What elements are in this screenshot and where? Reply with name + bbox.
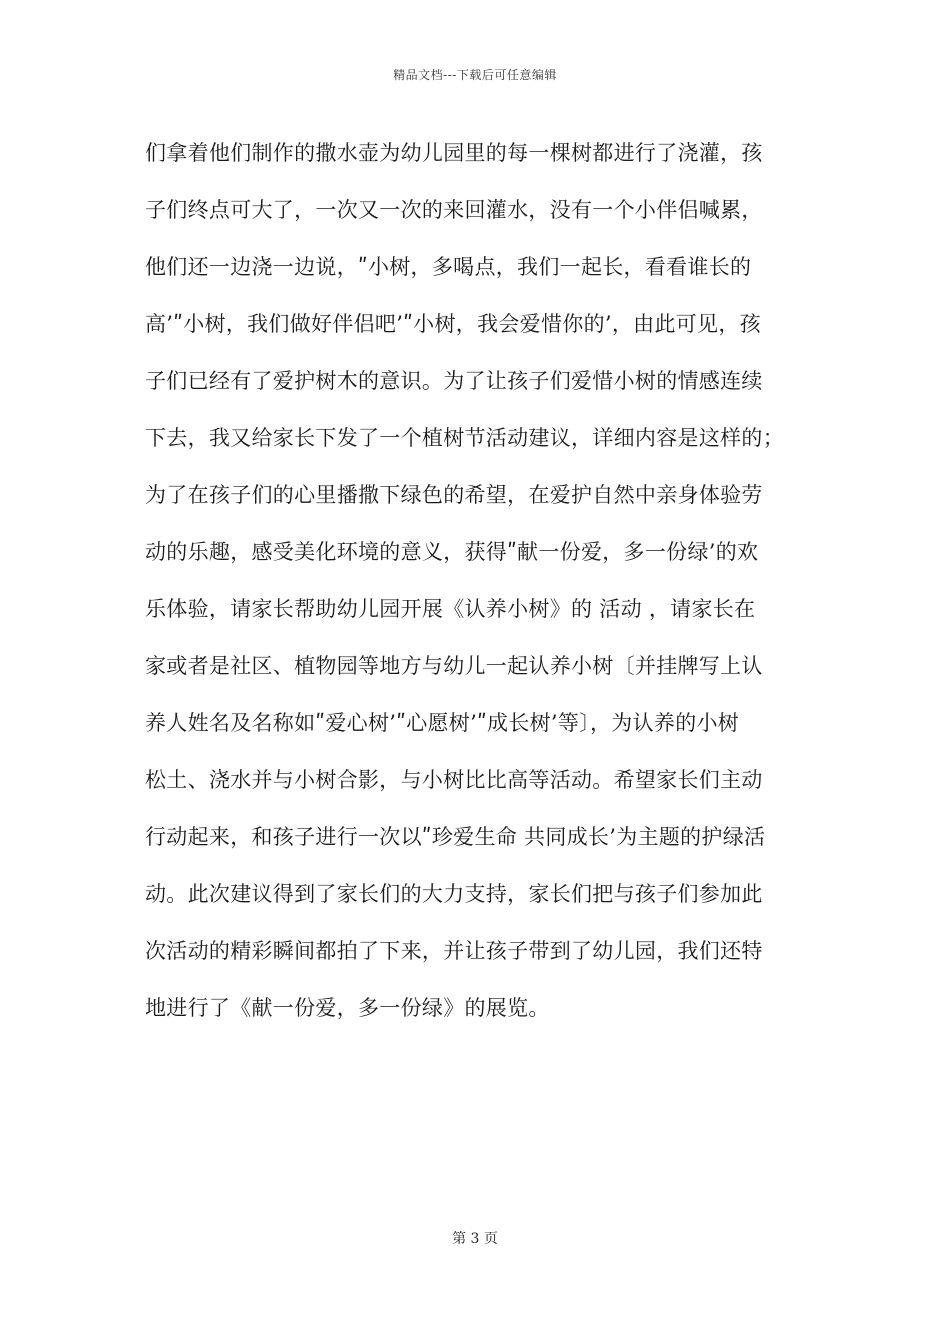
page-number: 第 3 页 (452, 1231, 498, 1247)
text-line: 家或者是社区、植物园等地方与幼儿一起认养小树〔并挂牌写上认 (145, 654, 763, 678)
text-line: 子们已经有了爱护树木的意识。为了让孩子们爱惜小树的情感连续 (145, 369, 763, 393)
text-line: 们拿着他们制作的撒水壶为幼儿园里的每一棵树都进行了浇灌，孩 (145, 141, 763, 165)
text-line: 动。此次建议得到了家长们的大力支持，家长们把与孩子们参加此 (145, 882, 763, 906)
text-line: 子们终点可大了，一次又一次的来回灌水，没有一个小伴侣喊累， (145, 198, 763, 222)
text-line: 养人姓名及名称如ʺ爱心树’ʺ心愿树’ʺ成长树’等〕，为认养的小树 (145, 711, 740, 735)
text-line: 为了在孩子们的心里播撒下绿色的希望，在爱护自然中亲身体验劳 (145, 483, 763, 507)
text-line: 高’ʺ小树，我们做好伴侣吧’ʺ小树，我会爱惜你的’，由此可见，孩 (145, 312, 761, 336)
text-line: 地进行了《献一份爱，多一份绿》的展览。 (145, 996, 550, 1020)
text-line: 松土、浇水并与小树合影，与小树比比高等活动。希望家长们主动 (145, 768, 763, 792)
text-line: 行动起来，和孩子进行一次以ʺ珍爱生命 共同成长’为主题的护绿活 (145, 825, 766, 849)
text-line: 动的乐趣，感受美化环境的意义，获得ʺ献一份爱，多一份绿’的欢 (145, 540, 759, 564)
text-line: 次活动的精彩瞬间都拍了下来，并让孩子带到了幼儿园，我们还特 (145, 939, 763, 963)
text-line: 他们还一边浇一边说，ʺ小树，多喝点，我们一起长，看看谁长的 (145, 255, 752, 279)
page-header: 精品文档---下载后可任意编辑 (393, 68, 557, 82)
text-line: 下去，我又给家长下发了一个植树节活动建议，详细内容是这样的； (145, 426, 784, 450)
text-line: 乐体验，请家长帮助幼儿园开展《认养小树》的 活动 ，请家长在 (145, 597, 756, 621)
body-text (145, 131, 825, 1043)
